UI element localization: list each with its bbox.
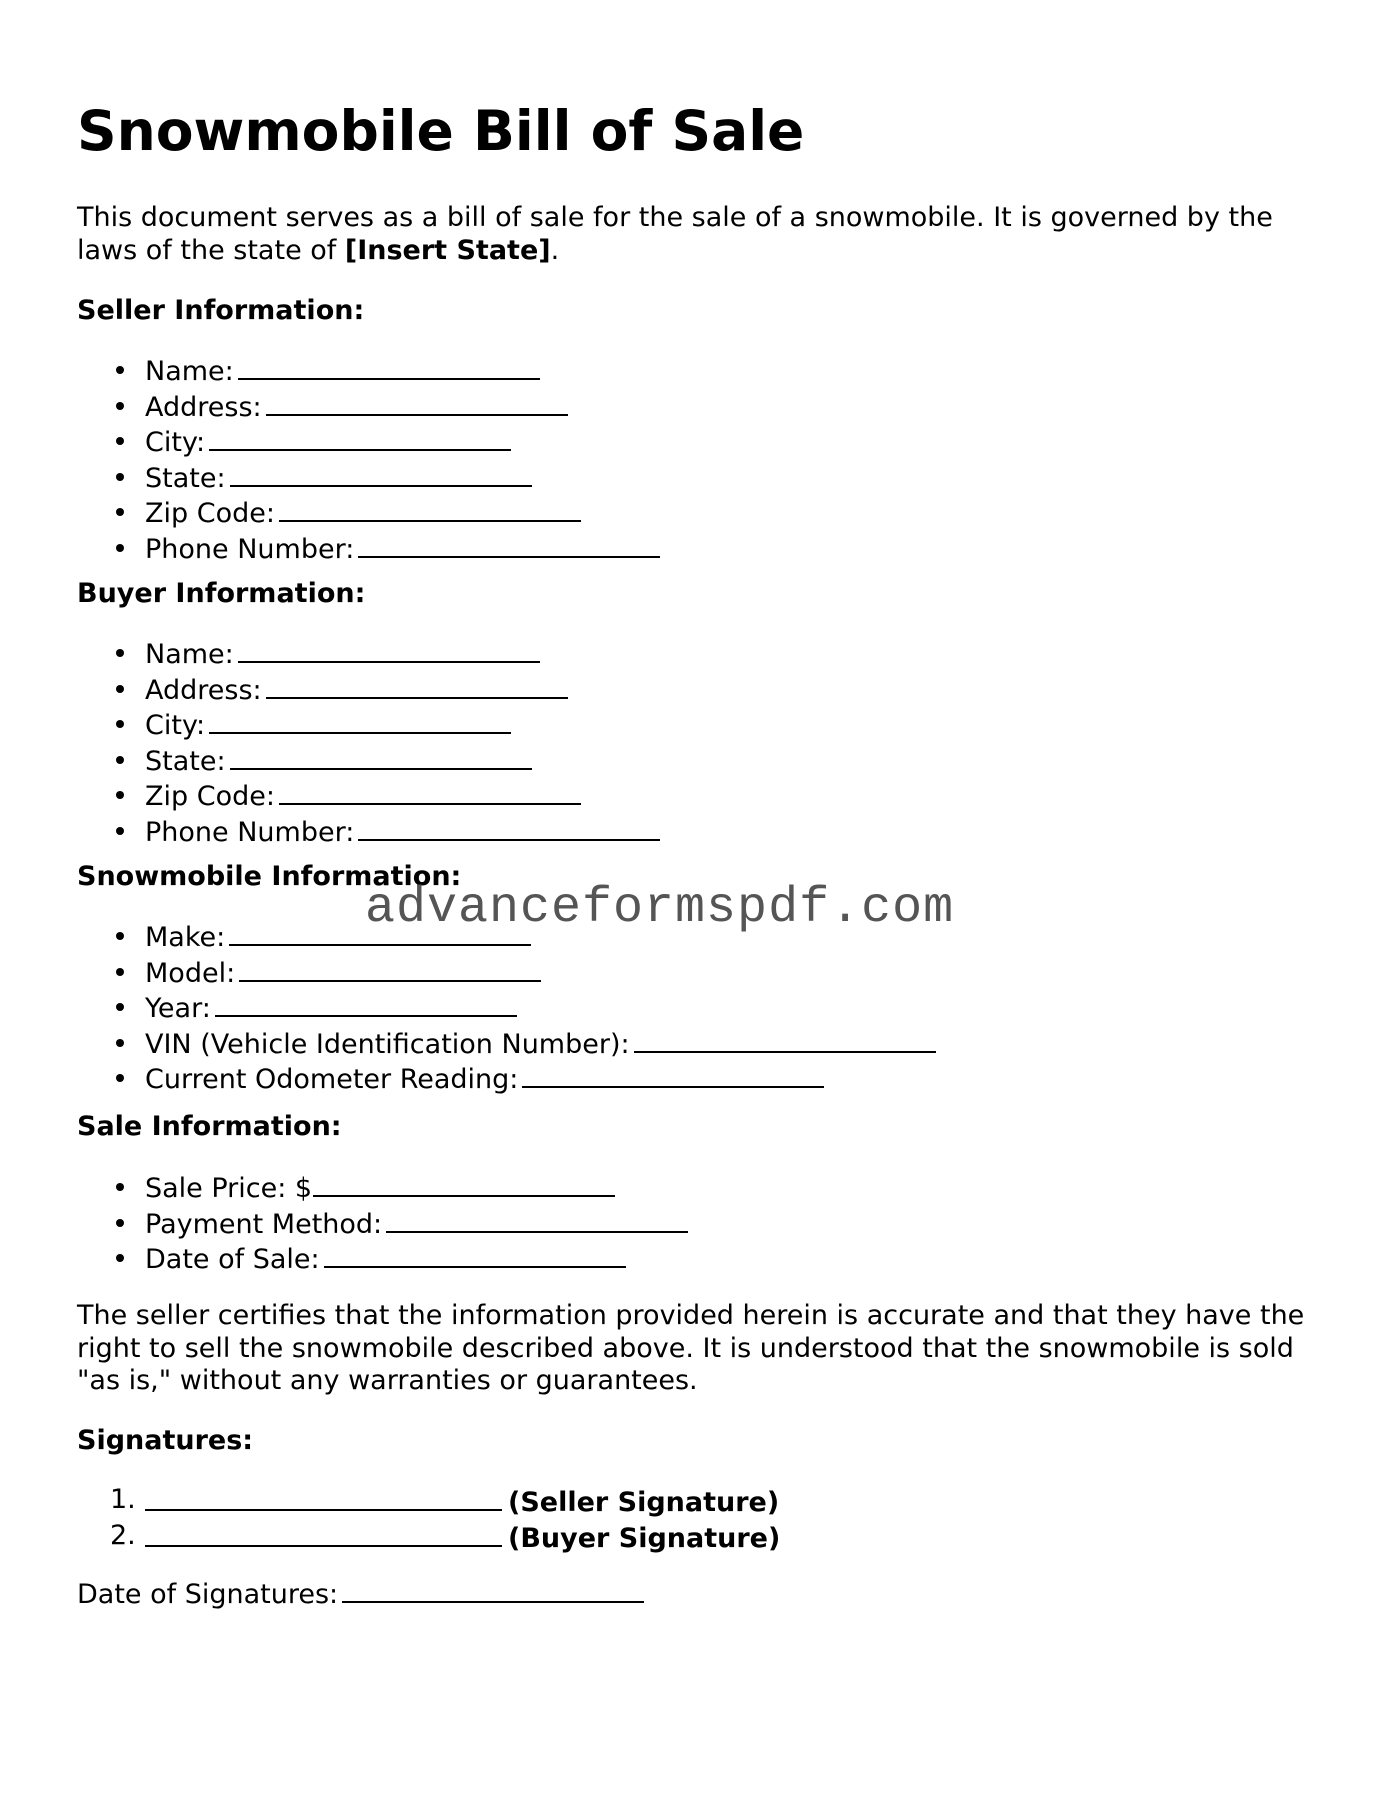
seller-signature-label: (Seller Signature) [508, 1487, 780, 1518]
snowmobile-heading: Snowmobile Information: [77, 861, 462, 892]
field-label: VIN (Vehicle Identification Number): [145, 1028, 630, 1060]
buyer-state-blank[interactable] [230, 743, 532, 770]
buyer-zip-blank[interactable] [279, 778, 581, 805]
buyer-signature-blank[interactable] [145, 1520, 502, 1547]
state-placeholder: [Insert State] [344, 235, 551, 266]
field-label: Current Odometer Reading: [145, 1064, 519, 1096]
signatures-heading: Signatures: [77, 1425, 254, 1456]
list-item [77, 778, 660, 814]
intro-text: This document serves as a bill of sale for the sale of a snowmobile. It is governed by the laws of the state of [77, 202, 1273, 266]
list-item [77, 424, 660, 460]
seller-phone-blank[interactable] [358, 531, 660, 558]
list-item [77, 1170, 688, 1206]
field-label: Zip Code: [145, 498, 275, 530]
list-item [77, 990, 936, 1026]
field-label: State: [145, 745, 226, 777]
list-item [77, 1026, 936, 1062]
seller-address-blank[interactable] [266, 389, 568, 416]
date-of-signatures-label: Date of Signatures: [77, 1579, 339, 1610]
payment-method-blank[interactable] [386, 1206, 688, 1233]
list-item [77, 531, 660, 567]
field-label: Payment Method: [145, 1208, 383, 1240]
field-label: Phone Number: [145, 816, 355, 848]
seller-city-blank[interactable] [209, 424, 511, 451]
seller-zip-blank[interactable] [279, 495, 581, 522]
field-label: State: [145, 462, 226, 494]
list-item [77, 743, 660, 779]
date-of-signatures-line [77, 1576, 1337, 1612]
snowmobile-fields [77, 919, 936, 1097]
list-item [77, 1484, 780, 1520]
seller-fields [77, 353, 660, 567]
field-label: City: [145, 427, 206, 459]
list-item [77, 955, 936, 991]
seller-heading: Seller Information: [77, 295, 365, 326]
field-label: Name: [145, 356, 234, 387]
list-item [77, 1206, 688, 1242]
list-item [77, 1061, 936, 1097]
list-item [77, 1241, 688, 1277]
field-label: Phone Number: [145, 533, 355, 565]
list-item [77, 389, 660, 425]
sale-fields [77, 1170, 688, 1277]
buyer-signature-label: (Buyer Signature) [508, 1522, 781, 1554]
seller-signature-blank[interactable] [145, 1484, 502, 1511]
buyer-name-blank[interactable] [238, 636, 540, 663]
field-label: Sale Price: $ [145, 1173, 313, 1204]
buyer-address-blank[interactable] [266, 672, 568, 699]
certification-paragraph: The seller certifies that the information provided herein is accurate and that they have the right to sell the snowmobile described above. It is understood that the snowmobile is sold "as is," without any warranties or guarantees. [77, 1300, 1305, 1397]
field-label: Make: [145, 922, 226, 953]
document-title: Snowmobile Bill of Sale [77, 99, 805, 163]
intro-end: . [550, 235, 560, 266]
intro-paragraph [77, 201, 1327, 267]
list-number: 1. [110, 1484, 136, 1515]
list-item [77, 460, 660, 496]
list-item [77, 672, 660, 708]
odometer-blank[interactable] [522, 1061, 824, 1088]
date-of-sale-blank[interactable] [324, 1241, 626, 1268]
field-label: Model: [145, 957, 236, 989]
field-label: Name: [145, 639, 234, 670]
buyer-fields [77, 636, 660, 850]
model-blank[interactable] [239, 955, 541, 982]
date-of-signatures-blank[interactable] [342, 1576, 644, 1603]
year-blank[interactable] [215, 990, 517, 1017]
list-number: 2. [110, 1519, 136, 1551]
list-item [77, 636, 660, 672]
signature-list [77, 1484, 780, 1555]
buyer-phone-blank[interactable] [358, 814, 660, 841]
list-item [77, 1520, 780, 1556]
vin-blank[interactable] [634, 1026, 936, 1053]
seller-name-blank[interactable] [238, 353, 540, 380]
field-label: City: [145, 710, 206, 742]
field-label: Zip Code: [145, 781, 275, 813]
list-item [77, 495, 660, 531]
list-item [77, 707, 660, 743]
sale-price-blank[interactable] [313, 1170, 615, 1197]
list-item [77, 353, 660, 389]
sale-heading: Sale Information: [77, 1111, 342, 1142]
buyer-heading: Buyer Information: [77, 578, 366, 609]
field-label: Year: [145, 993, 211, 1025]
buyer-city-blank[interactable] [209, 707, 511, 734]
list-item [77, 814, 660, 850]
seller-state-blank[interactable] [230, 460, 532, 487]
field-label: Date of Sale: [145, 1244, 320, 1276]
field-label: Address: [145, 674, 262, 706]
watermark: advanceformspdf.com [365, 880, 955, 937]
field-label: Address: [145, 391, 262, 423]
